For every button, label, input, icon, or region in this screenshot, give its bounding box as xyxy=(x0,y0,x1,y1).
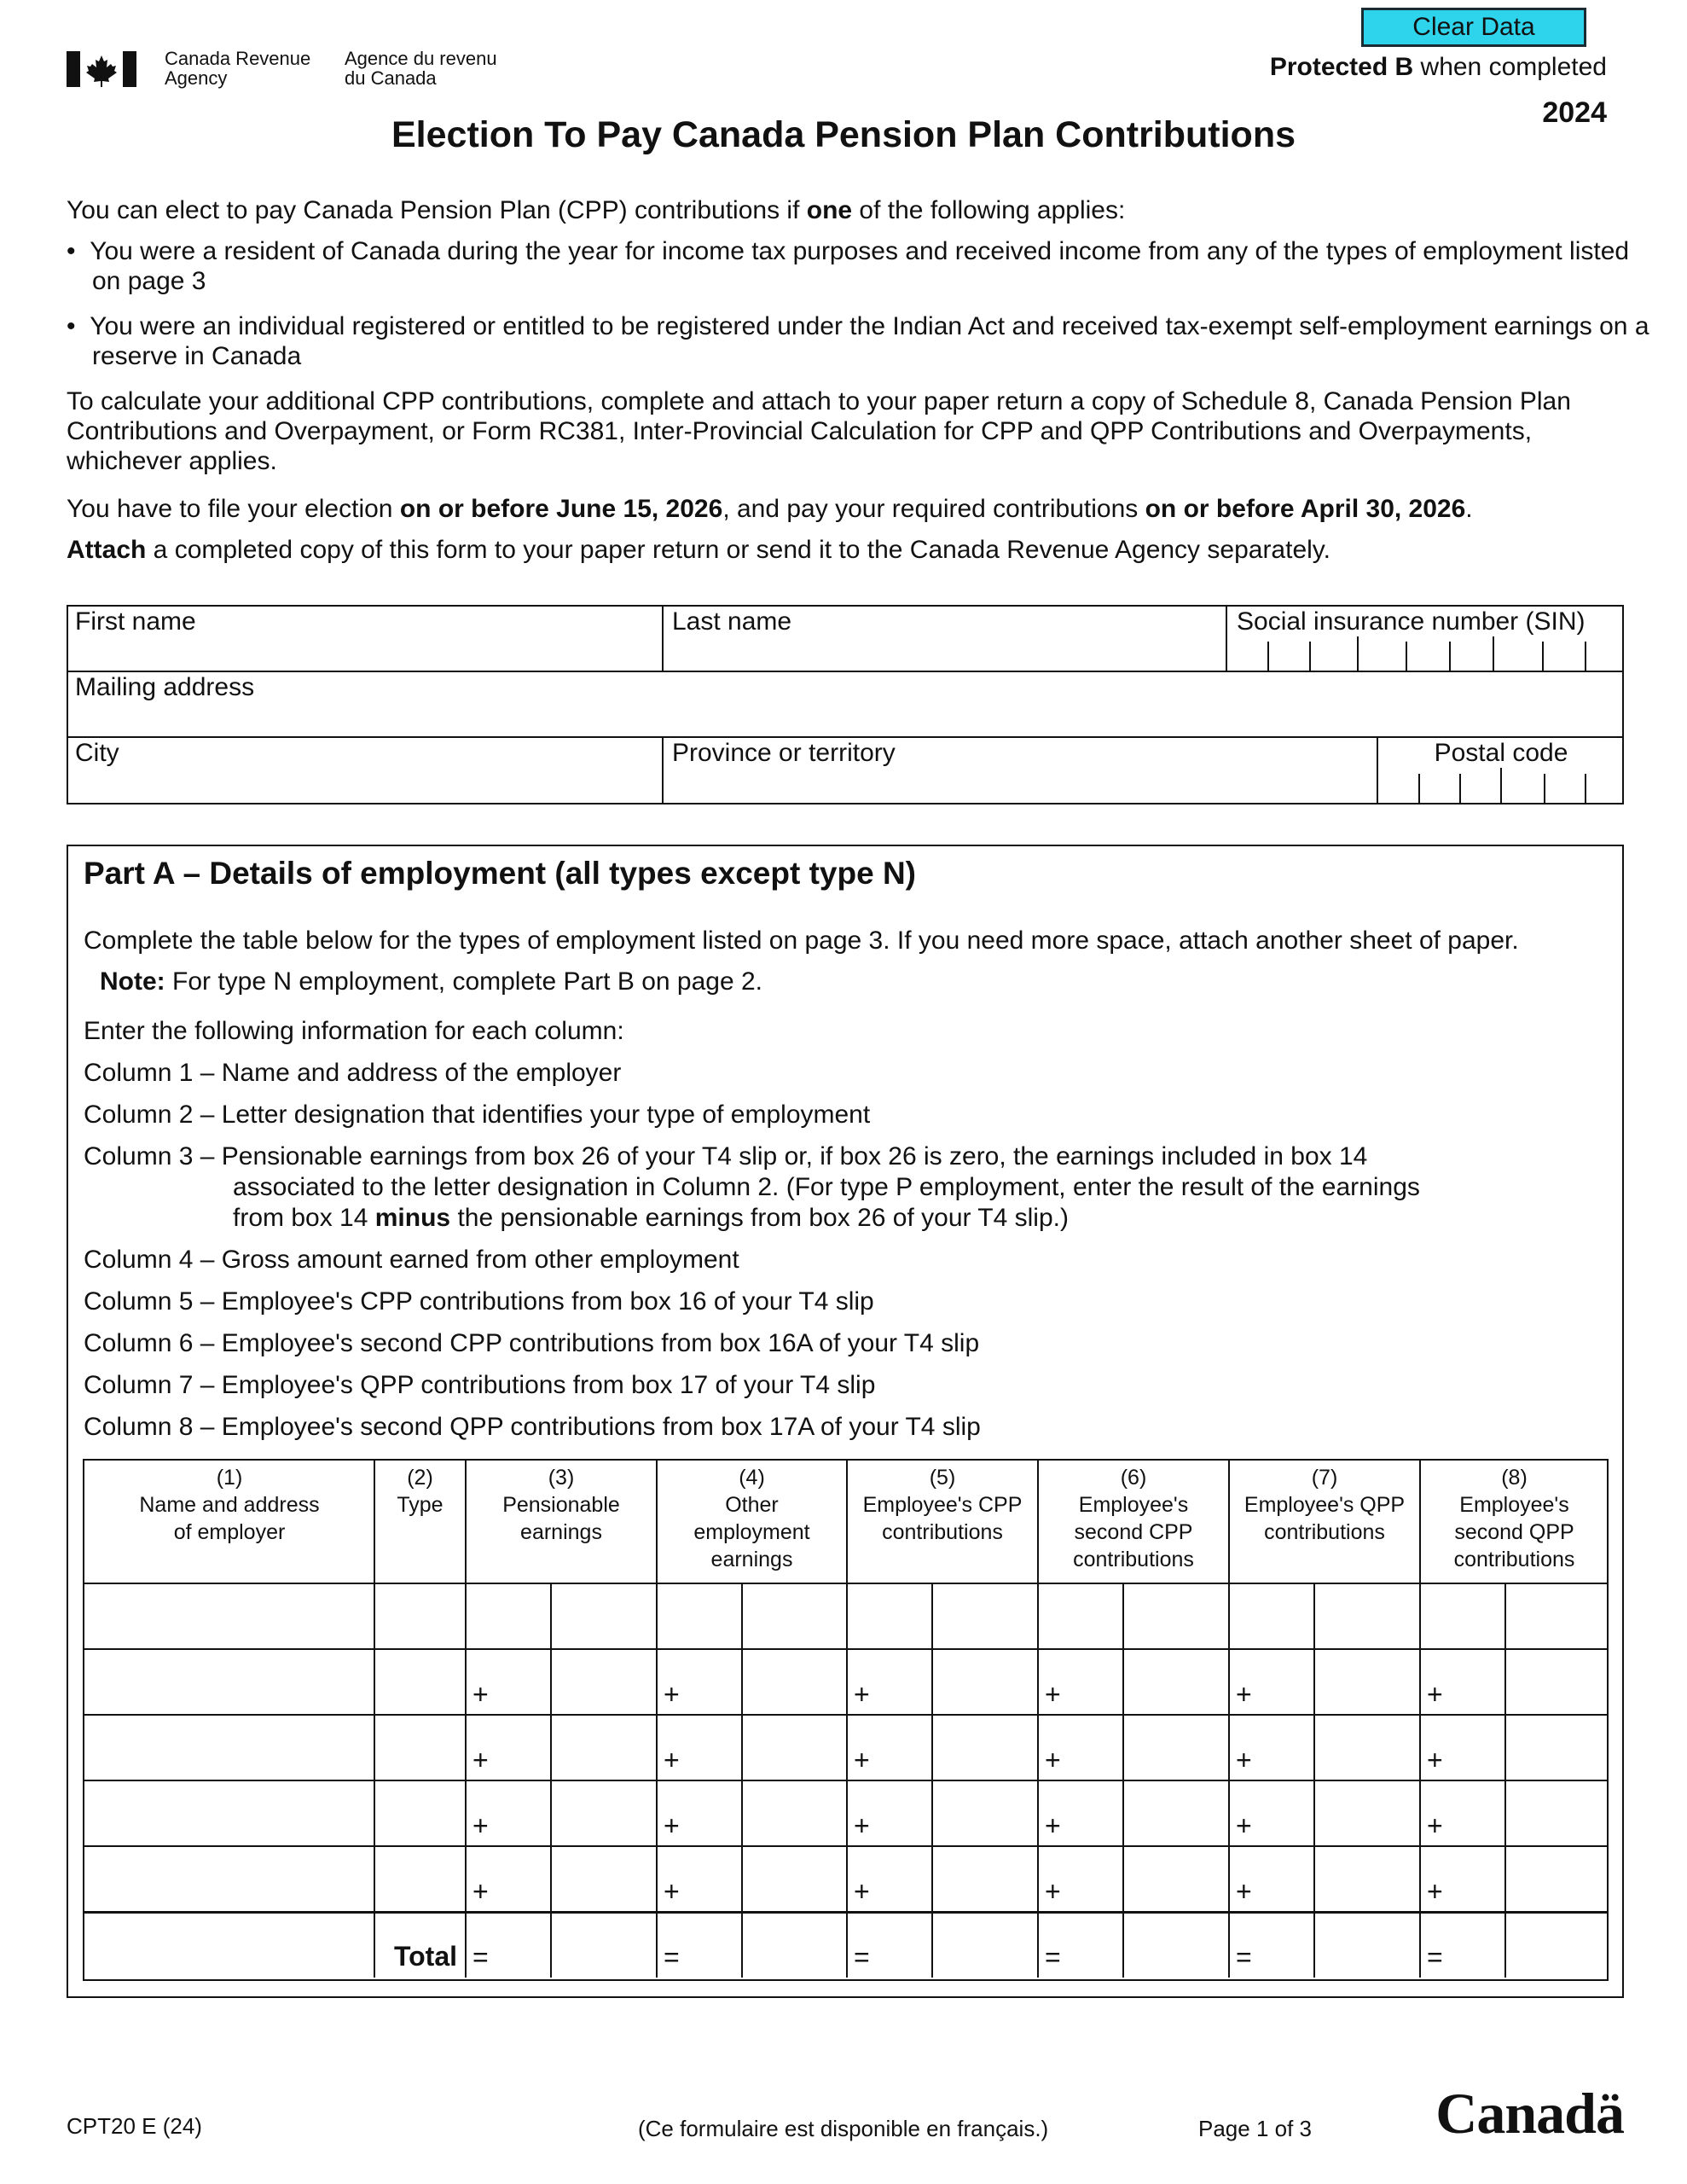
amount-dollars-input[interactable] xyxy=(682,1848,739,1910)
amount-dollars-input[interactable] xyxy=(491,1716,548,1779)
amount-cents-input[interactable] xyxy=(1507,1651,1606,1713)
amount-cents-input[interactable] xyxy=(1507,1716,1606,1779)
amount-cents-input[interactable] xyxy=(1125,1651,1226,1713)
tax-year: 2024 xyxy=(1542,96,1607,129)
id-col-divider xyxy=(662,605,664,671)
amount-dollars-input[interactable] xyxy=(682,1782,739,1844)
total-cents-input[interactable] xyxy=(934,1914,1035,1976)
protected-b-rest: when completed xyxy=(1413,53,1607,81)
employer-name-input[interactable] xyxy=(86,1716,373,1779)
postal-code-label: Postal code xyxy=(1434,739,1568,767)
column-3-definition-line1: Column 3 – Pensionable earnings from box 26 of your T4 slip or, if box 26 is zero, the earnings included in box 14 xyxy=(84,1142,1368,1170)
amount-cents-input[interactable] xyxy=(553,1716,654,1779)
employment-table xyxy=(83,1459,1609,1981)
plus-sign: + xyxy=(472,1745,489,1775)
intro-p3-deadline-payment: on or before April 30, 2026 xyxy=(1145,495,1466,523)
total-dollars-input[interactable] xyxy=(682,1914,739,1976)
plus-sign: + xyxy=(472,1810,489,1841)
col3-line3-b: the pensionable earnings from box 26 of your T4 slip.) xyxy=(450,1204,1069,1232)
table-row-divider xyxy=(84,1714,1609,1716)
intro-paragraph-4 xyxy=(67,535,1636,565)
note-label: Note: xyxy=(100,967,165,996)
equals-sign: = xyxy=(1236,1942,1252,1972)
plus-sign: + xyxy=(854,1876,870,1907)
amount-cents-input[interactable] xyxy=(744,1716,844,1779)
column-header-line: Employee's xyxy=(1078,1493,1189,1517)
column-header-line: second QPP xyxy=(1454,1520,1574,1544)
employment-type-input[interactable] xyxy=(376,1848,464,1910)
intro-p3-deadline-election: on or before June 15, 2026 xyxy=(399,495,723,523)
amount-dollars-input[interactable] xyxy=(491,1782,548,1844)
postal-digit-tick xyxy=(1544,774,1545,803)
amount-dollars-input[interactable] xyxy=(1064,1782,1121,1844)
amount-dollars-input[interactable] xyxy=(682,1651,739,1713)
intro-paragraph-1 xyxy=(67,195,1627,225)
sin-input[interactable] xyxy=(1230,638,1620,669)
column-header-1 xyxy=(84,1464,374,1546)
mailing-address-label: Mailing address xyxy=(75,673,255,701)
intro-paragraph-3 xyxy=(67,494,1636,524)
column-header-5 xyxy=(847,1464,1038,1546)
amount-dollars-input[interactable] xyxy=(1446,1848,1503,1910)
employment-type-input[interactable] xyxy=(376,1716,464,1779)
intro-p1-a: You can elect to pay Canada Pension Plan (CPP) contributions if xyxy=(67,196,807,224)
column-header-2 xyxy=(374,1464,466,1519)
total-cents-input[interactable] xyxy=(1507,1914,1606,1976)
amount-cents-input[interactable] xyxy=(1507,1782,1606,1844)
enter-info-line: Enter the following information for each column: xyxy=(84,1017,624,1045)
amount-dollars-input[interactable] xyxy=(682,1585,739,1647)
amount-cents-input[interactable] xyxy=(553,1848,654,1910)
amount-cents-input[interactable] xyxy=(1125,1848,1226,1910)
amount-dollars-input[interactable] xyxy=(872,1585,930,1647)
amount-dollars-input[interactable] xyxy=(1446,1782,1503,1844)
table-row-divider xyxy=(84,1648,1609,1650)
column-6-definition: Column 6 – Employee's second CPP contributions from box 16A of your T4 slip xyxy=(84,1329,980,1357)
plus-sign: + xyxy=(1427,1745,1443,1775)
column-header-line: contributions xyxy=(1453,1548,1575,1571)
column-number: (7) xyxy=(1311,1466,1338,1490)
id-col-divider xyxy=(662,737,664,804)
employment-type-input[interactable] xyxy=(376,1782,464,1844)
postal-digit-tick xyxy=(1585,774,1586,803)
column-header-3 xyxy=(466,1464,657,1546)
employer-name-input[interactable] xyxy=(86,1782,373,1844)
postal-group-tick xyxy=(1500,768,1502,803)
city-label: City xyxy=(75,739,119,767)
plus-sign: + xyxy=(1427,1876,1443,1907)
column-8-definition: Column 8 – Employee's second QPP contributions from box 17A of your T4 slip xyxy=(84,1413,981,1441)
column-header-line: Name and address xyxy=(139,1493,320,1517)
agency-en-line2: Agency xyxy=(165,67,228,89)
form-title: Election To Pay Canada Pension Plan Contributions xyxy=(391,114,1296,155)
part-a-note xyxy=(100,967,1618,996)
column-header-line: Employee's xyxy=(1459,1493,1569,1517)
mailing-address-input[interactable] xyxy=(70,704,1620,735)
table-row-divider xyxy=(84,1583,1609,1584)
agency-fr-line1: Agence du revenu xyxy=(345,48,497,69)
column-number: (1) xyxy=(216,1466,243,1490)
protected-b-label: Protected B xyxy=(1269,53,1414,81)
column-header-line: contributions xyxy=(882,1520,1003,1544)
amount-cents-input[interactable] xyxy=(744,1651,844,1713)
amount-cents-input[interactable] xyxy=(744,1585,844,1647)
bullet-indian-act xyxy=(67,311,1653,371)
amount-dollars-input[interactable] xyxy=(1255,1782,1312,1844)
postal-digit-tick xyxy=(1418,774,1420,803)
plus-sign: + xyxy=(854,1810,870,1841)
bullet-resident-text: You were a resident of Canada during the year for income tax purposes and received income from any of the types of employment listed on page 3 xyxy=(90,237,1630,295)
plus-sign: + xyxy=(1045,1810,1061,1841)
column-header-7 xyxy=(1229,1464,1420,1546)
form-code: CPT20 E (24) xyxy=(67,2113,202,2139)
plus-sign: + xyxy=(1045,1745,1061,1775)
plus-sign: + xyxy=(854,1679,870,1710)
column-number: (6) xyxy=(1120,1466,1147,1490)
amount-dollars-input[interactable] xyxy=(872,1848,930,1910)
column-header-line: contributions xyxy=(1264,1520,1385,1544)
table-row-divider xyxy=(84,1780,1609,1781)
agency-name-en xyxy=(165,49,310,88)
column-number: (2) xyxy=(407,1466,433,1490)
amount-cents-input[interactable] xyxy=(1125,1585,1226,1647)
province-label: Province or territory xyxy=(672,739,896,767)
amount-cents-input[interactable] xyxy=(744,1848,844,1910)
part-a-title: Part A – Details of employment (all types except type N) xyxy=(84,856,916,891)
bullet-dot: • xyxy=(67,237,90,265)
column-7-definition: Column 7 – Employee's QPP contributions from box 17 of your T4 slip xyxy=(84,1371,876,1399)
total-cents-input[interactable] xyxy=(744,1914,844,1976)
plus-sign: + xyxy=(1236,1745,1252,1775)
agency-en-line1: Canada Revenue xyxy=(165,48,311,69)
sin-group-tick xyxy=(1493,636,1494,671)
plus-sign: + xyxy=(664,1876,680,1907)
sin-digit-tick xyxy=(1406,642,1407,671)
column-1-definition: Column 1 – Name and address of the employer xyxy=(84,1059,622,1087)
first-name-input[interactable] xyxy=(70,638,658,669)
column-header-line: Pensionable xyxy=(502,1493,620,1517)
plus-sign: + xyxy=(1045,1679,1061,1710)
col3-line3-a: from box 14 xyxy=(233,1204,375,1232)
id-row-divider xyxy=(67,671,1624,672)
plus-sign: + xyxy=(1045,1876,1061,1907)
amount-cents-input[interactable] xyxy=(1125,1716,1226,1779)
total-cents-input[interactable] xyxy=(553,1914,654,1976)
bullet-resident xyxy=(67,236,1653,296)
col3-minus: minus xyxy=(374,1204,451,1232)
amount-dollars-input[interactable] xyxy=(491,1651,548,1713)
column-number: (4) xyxy=(739,1466,765,1490)
amount-dollars-input[interactable] xyxy=(1064,1848,1121,1910)
total-label: Total xyxy=(393,1941,457,1972)
column-number: (5) xyxy=(929,1466,956,1490)
page-number: Page 1 of 3 xyxy=(1198,2116,1312,2141)
total-cents-input[interactable] xyxy=(1316,1914,1417,1976)
amount-cents-input[interactable] xyxy=(553,1651,654,1713)
column-header-line: Type xyxy=(397,1493,443,1517)
amount-cents-input[interactable] xyxy=(1125,1782,1226,1844)
column-header-line: earnings xyxy=(710,1548,793,1571)
amount-dollars-input[interactable] xyxy=(1064,1716,1121,1779)
intro-p3-a: You have to file your election xyxy=(67,495,400,523)
amount-cents-input[interactable] xyxy=(1507,1585,1606,1647)
column-header-line: employment xyxy=(693,1520,810,1544)
column-header-line: Other xyxy=(725,1493,779,1517)
plus-sign: + xyxy=(472,1679,489,1710)
amount-dollars-input[interactable] xyxy=(1255,1585,1312,1647)
part-a-instruction: Complete the table below for the types of employment listed on page 3. If you need more space, attach another sheet of paper. xyxy=(84,926,1519,955)
employer-name-input[interactable] xyxy=(86,1585,373,1647)
clear-data-button[interactable]: Clear Data xyxy=(1361,8,1586,47)
column-header-4 xyxy=(657,1464,847,1573)
employment-type-input[interactable] xyxy=(376,1585,464,1647)
sin-label: Social insurance number (SIN) xyxy=(1237,607,1586,636)
amount-dollars-input[interactable] xyxy=(1255,1716,1312,1779)
amount-cents-input[interactable] xyxy=(1316,1848,1417,1910)
french-availability: (Ce formulaire est disponible en français.) xyxy=(638,2116,1049,2141)
amount-cents-input[interactable] xyxy=(1316,1651,1417,1713)
sin-digit-tick xyxy=(1267,642,1269,671)
amount-cents-input[interactable] xyxy=(553,1782,654,1844)
amount-dollars-input[interactable] xyxy=(1064,1651,1121,1713)
amount-dollars-input[interactable] xyxy=(1446,1716,1503,1779)
amount-cents-input[interactable] xyxy=(934,1651,1035,1713)
column-3-definition-line3 xyxy=(233,1203,1069,1233)
total-dollars-input[interactable] xyxy=(1446,1914,1503,1976)
amount-cents-input[interactable] xyxy=(934,1782,1035,1844)
bullet-dot: • xyxy=(67,312,90,340)
amount-dollars-input[interactable] xyxy=(1064,1585,1121,1647)
intro-p3-c: , and pay your required contributions xyxy=(722,495,1145,523)
plus-sign: + xyxy=(1236,1679,1252,1710)
total-dollars-input[interactable] xyxy=(1255,1914,1312,1976)
column-header-6 xyxy=(1038,1464,1229,1573)
equals-sign: = xyxy=(472,1942,489,1972)
plus-sign: + xyxy=(1236,1810,1252,1841)
column-2-definition: Column 2 – Letter designation that identifies your type of employment xyxy=(84,1101,871,1129)
last-name-label: Last name xyxy=(672,607,792,636)
amount-cents-input[interactable] xyxy=(1316,1716,1417,1779)
canada-flag-icon xyxy=(67,51,136,87)
equals-sign: = xyxy=(1427,1942,1443,1972)
intro-p4-bold: Attach xyxy=(67,536,147,564)
amount-cents-input[interactable] xyxy=(934,1716,1035,1779)
plus-sign: + xyxy=(664,1745,680,1775)
postal-digit-tick xyxy=(1459,774,1461,803)
amount-dollars-input[interactable] xyxy=(682,1716,739,1779)
sin-digit-tick xyxy=(1542,642,1544,671)
plus-sign: + xyxy=(664,1679,680,1710)
equals-sign: = xyxy=(664,1942,680,1972)
plus-sign: + xyxy=(1236,1876,1252,1907)
province-input[interactable] xyxy=(667,770,1373,802)
amount-dollars-input[interactable] xyxy=(872,1782,930,1844)
amount-dollars-input[interactable] xyxy=(872,1651,930,1713)
protected-b-notice xyxy=(1270,53,1607,82)
sin-digit-tick xyxy=(1585,642,1586,671)
total-dollars-input[interactable] xyxy=(872,1914,930,1976)
employment-type-input[interactable] xyxy=(376,1651,464,1713)
intro-paragraph-2: To calculate your additional CPP contributions, complete and attach to your paper return a copy of Schedule 8, Canada Pension Plan Contributions and Overpayment, or Form RC381, Inter-Provincial Calculation for CPP and QPP Contributions and Overpayments, whichever applies. xyxy=(67,387,1571,475)
plus-sign: + xyxy=(472,1876,489,1907)
equals-sign: = xyxy=(1045,1942,1061,1972)
amount-dollars-input[interactable] xyxy=(1255,1848,1312,1910)
amount-cents-input[interactable] xyxy=(1507,1848,1606,1910)
sin-group-tick xyxy=(1357,636,1359,671)
amount-dollars-input[interactable] xyxy=(1446,1585,1503,1647)
column-number: (8) xyxy=(1501,1466,1528,1490)
sin-digit-tick xyxy=(1449,642,1451,671)
amount-dollars-input[interactable] xyxy=(1255,1651,1312,1713)
column-header-line: of employer xyxy=(173,1520,286,1544)
table-row-divider xyxy=(84,1845,1609,1847)
id-row-divider xyxy=(67,736,1624,738)
amount-cents-input[interactable] xyxy=(934,1585,1035,1647)
city-input[interactable] xyxy=(70,770,658,802)
column-3-definition-line2: associated to the letter designation in Column 2. (For type P employment, enter the result of the earnings xyxy=(233,1173,1420,1201)
intro-p3-d: . xyxy=(1465,495,1473,523)
note-text: For type N employment, complete Part B on page 2. xyxy=(165,967,762,996)
id-col-divider xyxy=(1226,605,1227,671)
first-name-label: First name xyxy=(75,607,196,636)
intro-p1-b: of the following applies: xyxy=(852,196,1126,224)
column-5-definition: Column 5 – Employee's CPP contributions from box 16 of your T4 slip xyxy=(84,1287,874,1316)
total-dollars-input[interactable] xyxy=(491,1914,548,1976)
column-number: (3) xyxy=(548,1466,575,1490)
bullet-indian-act-text: You were an individual registered or entitled to be registered under the Indian Act and received tax-exempt self-employment earnings on a reserve in Canada xyxy=(90,312,1649,370)
amount-dollars-input[interactable] xyxy=(1446,1651,1503,1713)
total-cents-input[interactable] xyxy=(1125,1914,1226,1976)
equals-sign: = xyxy=(854,1942,870,1972)
column-header-8 xyxy=(1420,1464,1609,1573)
amount-cents-input[interactable] xyxy=(553,1585,654,1647)
agency-fr-line2: du Canada xyxy=(345,67,437,89)
amount-cents-input[interactable] xyxy=(1316,1585,1417,1647)
total-dollars-input[interactable] xyxy=(1064,1914,1121,1976)
sin-digit-tick xyxy=(1309,642,1311,671)
column-header-line: contributions xyxy=(1073,1548,1194,1571)
column-4-definition: Column 4 – Gross amount earned from other employment xyxy=(84,1246,739,1274)
last-name-input[interactable] xyxy=(667,638,1221,669)
plus-sign: + xyxy=(1427,1810,1443,1841)
employer-name-input[interactable] xyxy=(86,1848,373,1910)
employer-name-input[interactable] xyxy=(86,1651,373,1713)
column-header-line: Employee's QPP xyxy=(1244,1493,1406,1517)
column-header-line: earnings xyxy=(520,1520,602,1544)
amount-dollars-input[interactable] xyxy=(491,1585,548,1647)
agency-name-fr xyxy=(345,49,497,88)
intro-p4-rest: a completed copy of this form to your paper return or send it to the Canada Revenue Agency separately. xyxy=(146,536,1330,564)
plus-sign: + xyxy=(664,1810,680,1841)
column-header-line: second CPP xyxy=(1074,1520,1193,1544)
amount-dollars-input[interactable] xyxy=(491,1848,548,1910)
intro-p1-bold: one xyxy=(806,196,853,224)
amount-cents-input[interactable] xyxy=(744,1782,844,1844)
plus-sign: + xyxy=(854,1745,870,1775)
canada-wordmark-logo: Canadä xyxy=(1435,2081,1624,2146)
amount-cents-input[interactable] xyxy=(934,1848,1035,1910)
amount-dollars-input[interactable] xyxy=(872,1716,930,1779)
plus-sign: + xyxy=(1427,1679,1443,1710)
amount-cents-input[interactable] xyxy=(1316,1782,1417,1844)
column-header-line: Employee's CPP xyxy=(862,1493,1023,1517)
